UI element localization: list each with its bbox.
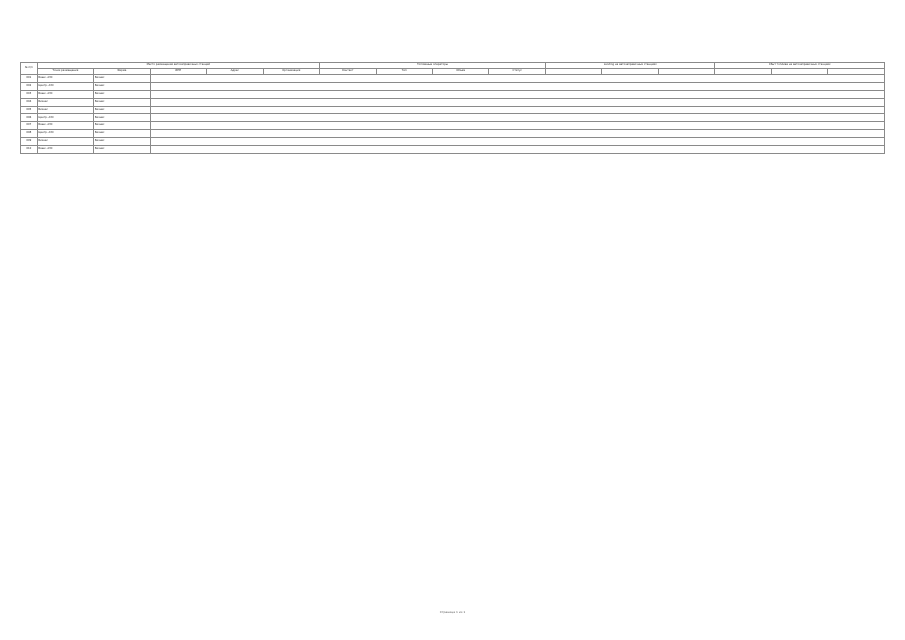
cell-region: Бизнес bbox=[37, 98, 93, 106]
cell-place: Бизнес bbox=[94, 75, 150, 83]
header-contact: Контакт bbox=[320, 69, 376, 75]
registry-table bbox=[20, 62, 885, 154]
cell-num: 005 bbox=[21, 106, 38, 114]
header-group-sale: Сбыт топлива на автозаправочных станциях bbox=[715, 63, 885, 69]
cell-empty bbox=[150, 130, 884, 138]
cell-place: Бизнес bbox=[94, 146, 150, 154]
cell-empty bbox=[150, 98, 884, 106]
cell-empty bbox=[150, 90, 884, 98]
cell-num: 008 bbox=[21, 130, 38, 138]
cell-region: Центр. АЗС bbox=[37, 82, 93, 90]
cell-region: Башк. АЗС bbox=[37, 122, 93, 130]
cell-empty bbox=[150, 146, 884, 154]
cell-empty bbox=[150, 138, 884, 146]
cell-empty bbox=[150, 106, 884, 114]
cell-place: Бизнес bbox=[94, 106, 150, 114]
header-address: Адрес bbox=[207, 69, 263, 75]
cell-place: Бизнес bbox=[94, 114, 150, 122]
cell-empty bbox=[150, 82, 884, 90]
table-row bbox=[21, 130, 885, 138]
cell-region: Башк. АЗС bbox=[37, 146, 93, 154]
header-status: Статус bbox=[489, 69, 545, 75]
page-footer: Страница 1 из 1 bbox=[439, 610, 466, 614]
header-group-landing: Landing на автозаправочных станциях bbox=[545, 63, 714, 69]
table-row bbox=[21, 90, 885, 98]
header-group-fuel: Топливные операторы bbox=[320, 63, 546, 69]
cell-num: 001 bbox=[21, 75, 38, 83]
cell-num: 007 bbox=[21, 122, 38, 130]
table-row bbox=[21, 75, 885, 83]
table-row bbox=[21, 82, 885, 90]
cell-place: Бизнес bbox=[94, 98, 150, 106]
cell-region: Бизнес bbox=[37, 138, 93, 146]
cell-empty bbox=[150, 75, 884, 83]
table-row bbox=[21, 98, 885, 106]
cell-place: Бизнес bbox=[94, 130, 150, 138]
cell-region: Башк. АЗС bbox=[37, 90, 93, 98]
cell-empty bbox=[150, 114, 884, 122]
cell-region: Башк. АЗС bbox=[37, 75, 93, 83]
cell-num: 009 bbox=[21, 138, 38, 146]
cell-empty bbox=[150, 122, 884, 130]
cell-place: Бизнес bbox=[94, 82, 150, 90]
table-row bbox=[21, 146, 885, 154]
cell-num: 002 bbox=[21, 82, 38, 90]
table-row bbox=[21, 106, 885, 114]
cell-place: Бизнес bbox=[94, 122, 150, 130]
header-type: Тип bbox=[376, 69, 432, 75]
header-group-main: Место размещения автозаправочных станций bbox=[37, 63, 319, 69]
cell-num: 010 bbox=[21, 146, 38, 154]
table-row bbox=[21, 138, 885, 146]
header-owner: Организация bbox=[263, 69, 319, 75]
table-body bbox=[21, 75, 885, 154]
cell-num: 003 bbox=[21, 90, 38, 98]
cell-place: Бизнес bbox=[94, 90, 150, 98]
cell-region: Бизнес bbox=[37, 106, 93, 114]
header-inn: ИНН bbox=[150, 69, 206, 75]
header-volume: Объем bbox=[432, 69, 488, 75]
header-point: Точки размещения bbox=[37, 69, 93, 75]
cell-place: Бизнес bbox=[94, 138, 150, 146]
header-num: № п/п bbox=[21, 63, 38, 75]
cell-region: Центр. АЗС bbox=[37, 130, 93, 138]
cell-region: Центр. АЗС bbox=[37, 114, 93, 122]
table-row bbox=[21, 122, 885, 130]
table-row bbox=[21, 114, 885, 122]
header-fuel: Фирма bbox=[94, 69, 150, 75]
cell-num: 004 bbox=[21, 98, 38, 106]
cell-num: 006 bbox=[21, 114, 38, 122]
